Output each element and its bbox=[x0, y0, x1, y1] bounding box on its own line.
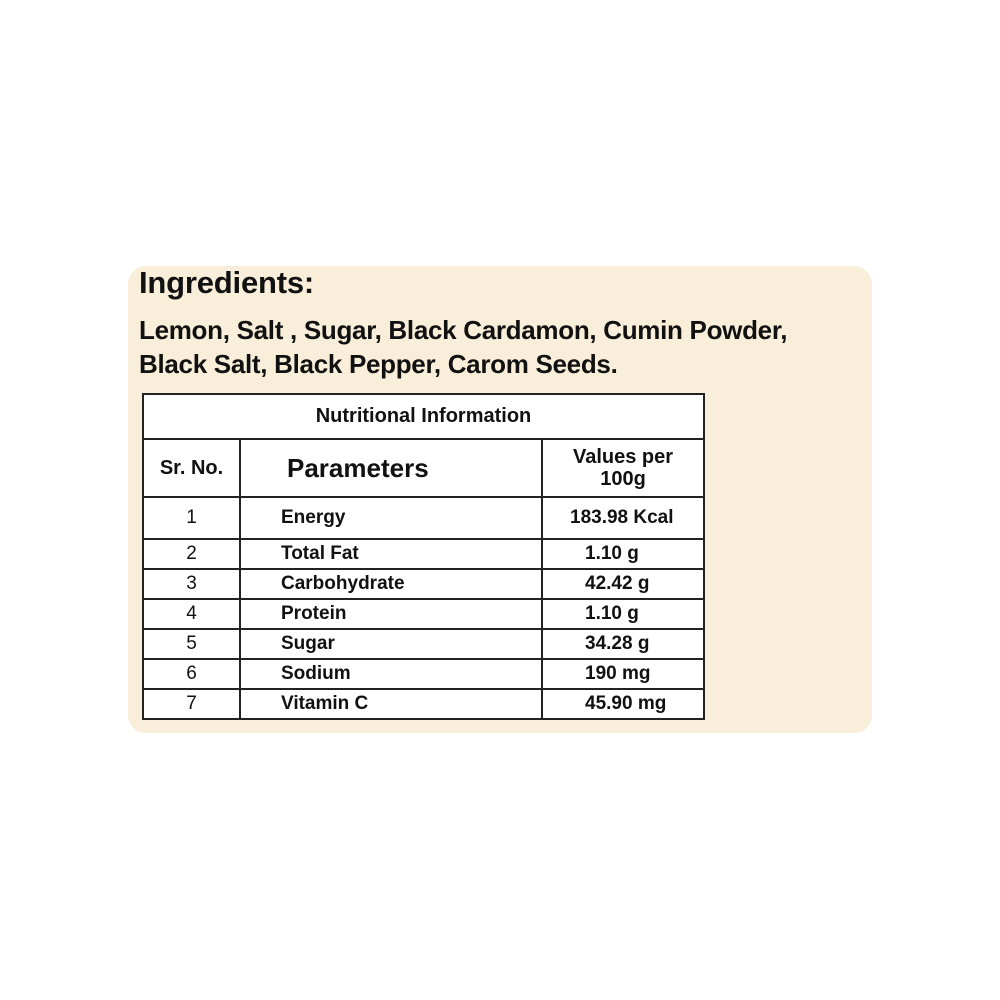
row-parameter: Total Fat bbox=[240, 539, 542, 569]
header-values-line-1: Values per bbox=[572, 446, 674, 468]
row-value: 1.10 g bbox=[542, 539, 704, 569]
row-value: 1.10 g bbox=[542, 599, 704, 629]
row-parameter: Carbohydrate bbox=[240, 569, 542, 599]
label-card bbox=[128, 266, 872, 733]
row-sr-no: 1 bbox=[143, 497, 240, 539]
table-caption: Nutritional Information bbox=[143, 394, 704, 439]
row-sr-no: 2 bbox=[143, 539, 240, 569]
row-parameter: Sodium bbox=[240, 659, 542, 689]
header-sr-no: Sr. No. bbox=[143, 439, 240, 497]
header-values-line-2: 100g bbox=[600, 468, 646, 490]
row-parameter: Vitamin C bbox=[240, 689, 542, 719]
row-value: 34.28 g bbox=[542, 629, 704, 659]
table-header-row bbox=[143, 439, 704, 497]
row-value: 190 mg bbox=[542, 659, 704, 689]
row-sr-no: 6 bbox=[143, 659, 240, 689]
row-parameter: Sugar bbox=[240, 629, 542, 659]
row-value: 42.42 g bbox=[542, 569, 704, 599]
table-row bbox=[143, 539, 704, 569]
row-value: 45.90 mg bbox=[542, 689, 704, 719]
row-sr-no: 7 bbox=[143, 689, 240, 719]
header-parameters: Parameters bbox=[240, 439, 542, 497]
header-values bbox=[542, 439, 704, 497]
table-row bbox=[143, 497, 704, 539]
row-value: 183.98 Kcal bbox=[542, 497, 704, 539]
table-row bbox=[143, 569, 704, 599]
row-sr-no: 4 bbox=[143, 599, 240, 629]
row-parameter: Energy bbox=[240, 497, 542, 539]
ingredients-line-1: Lemon, Salt , Sugar, Black Cardamon, Cumin Powder, bbox=[139, 315, 788, 345]
ingredients-line-2: Black Salt, Black Pepper, Carom Seeds. bbox=[139, 349, 618, 379]
table-row bbox=[143, 689, 704, 719]
row-sr-no: 5 bbox=[143, 629, 240, 659]
ingredients-text bbox=[139, 313, 869, 381]
table-row bbox=[143, 599, 704, 629]
row-parameter: Protein bbox=[240, 599, 542, 629]
table-row bbox=[143, 629, 704, 659]
nutrition-table bbox=[142, 393, 705, 720]
ingredients-title: Ingredients: bbox=[139, 265, 315, 300]
table-caption-row bbox=[143, 394, 704, 439]
table-row bbox=[143, 659, 704, 689]
row-sr-no: 3 bbox=[143, 569, 240, 599]
